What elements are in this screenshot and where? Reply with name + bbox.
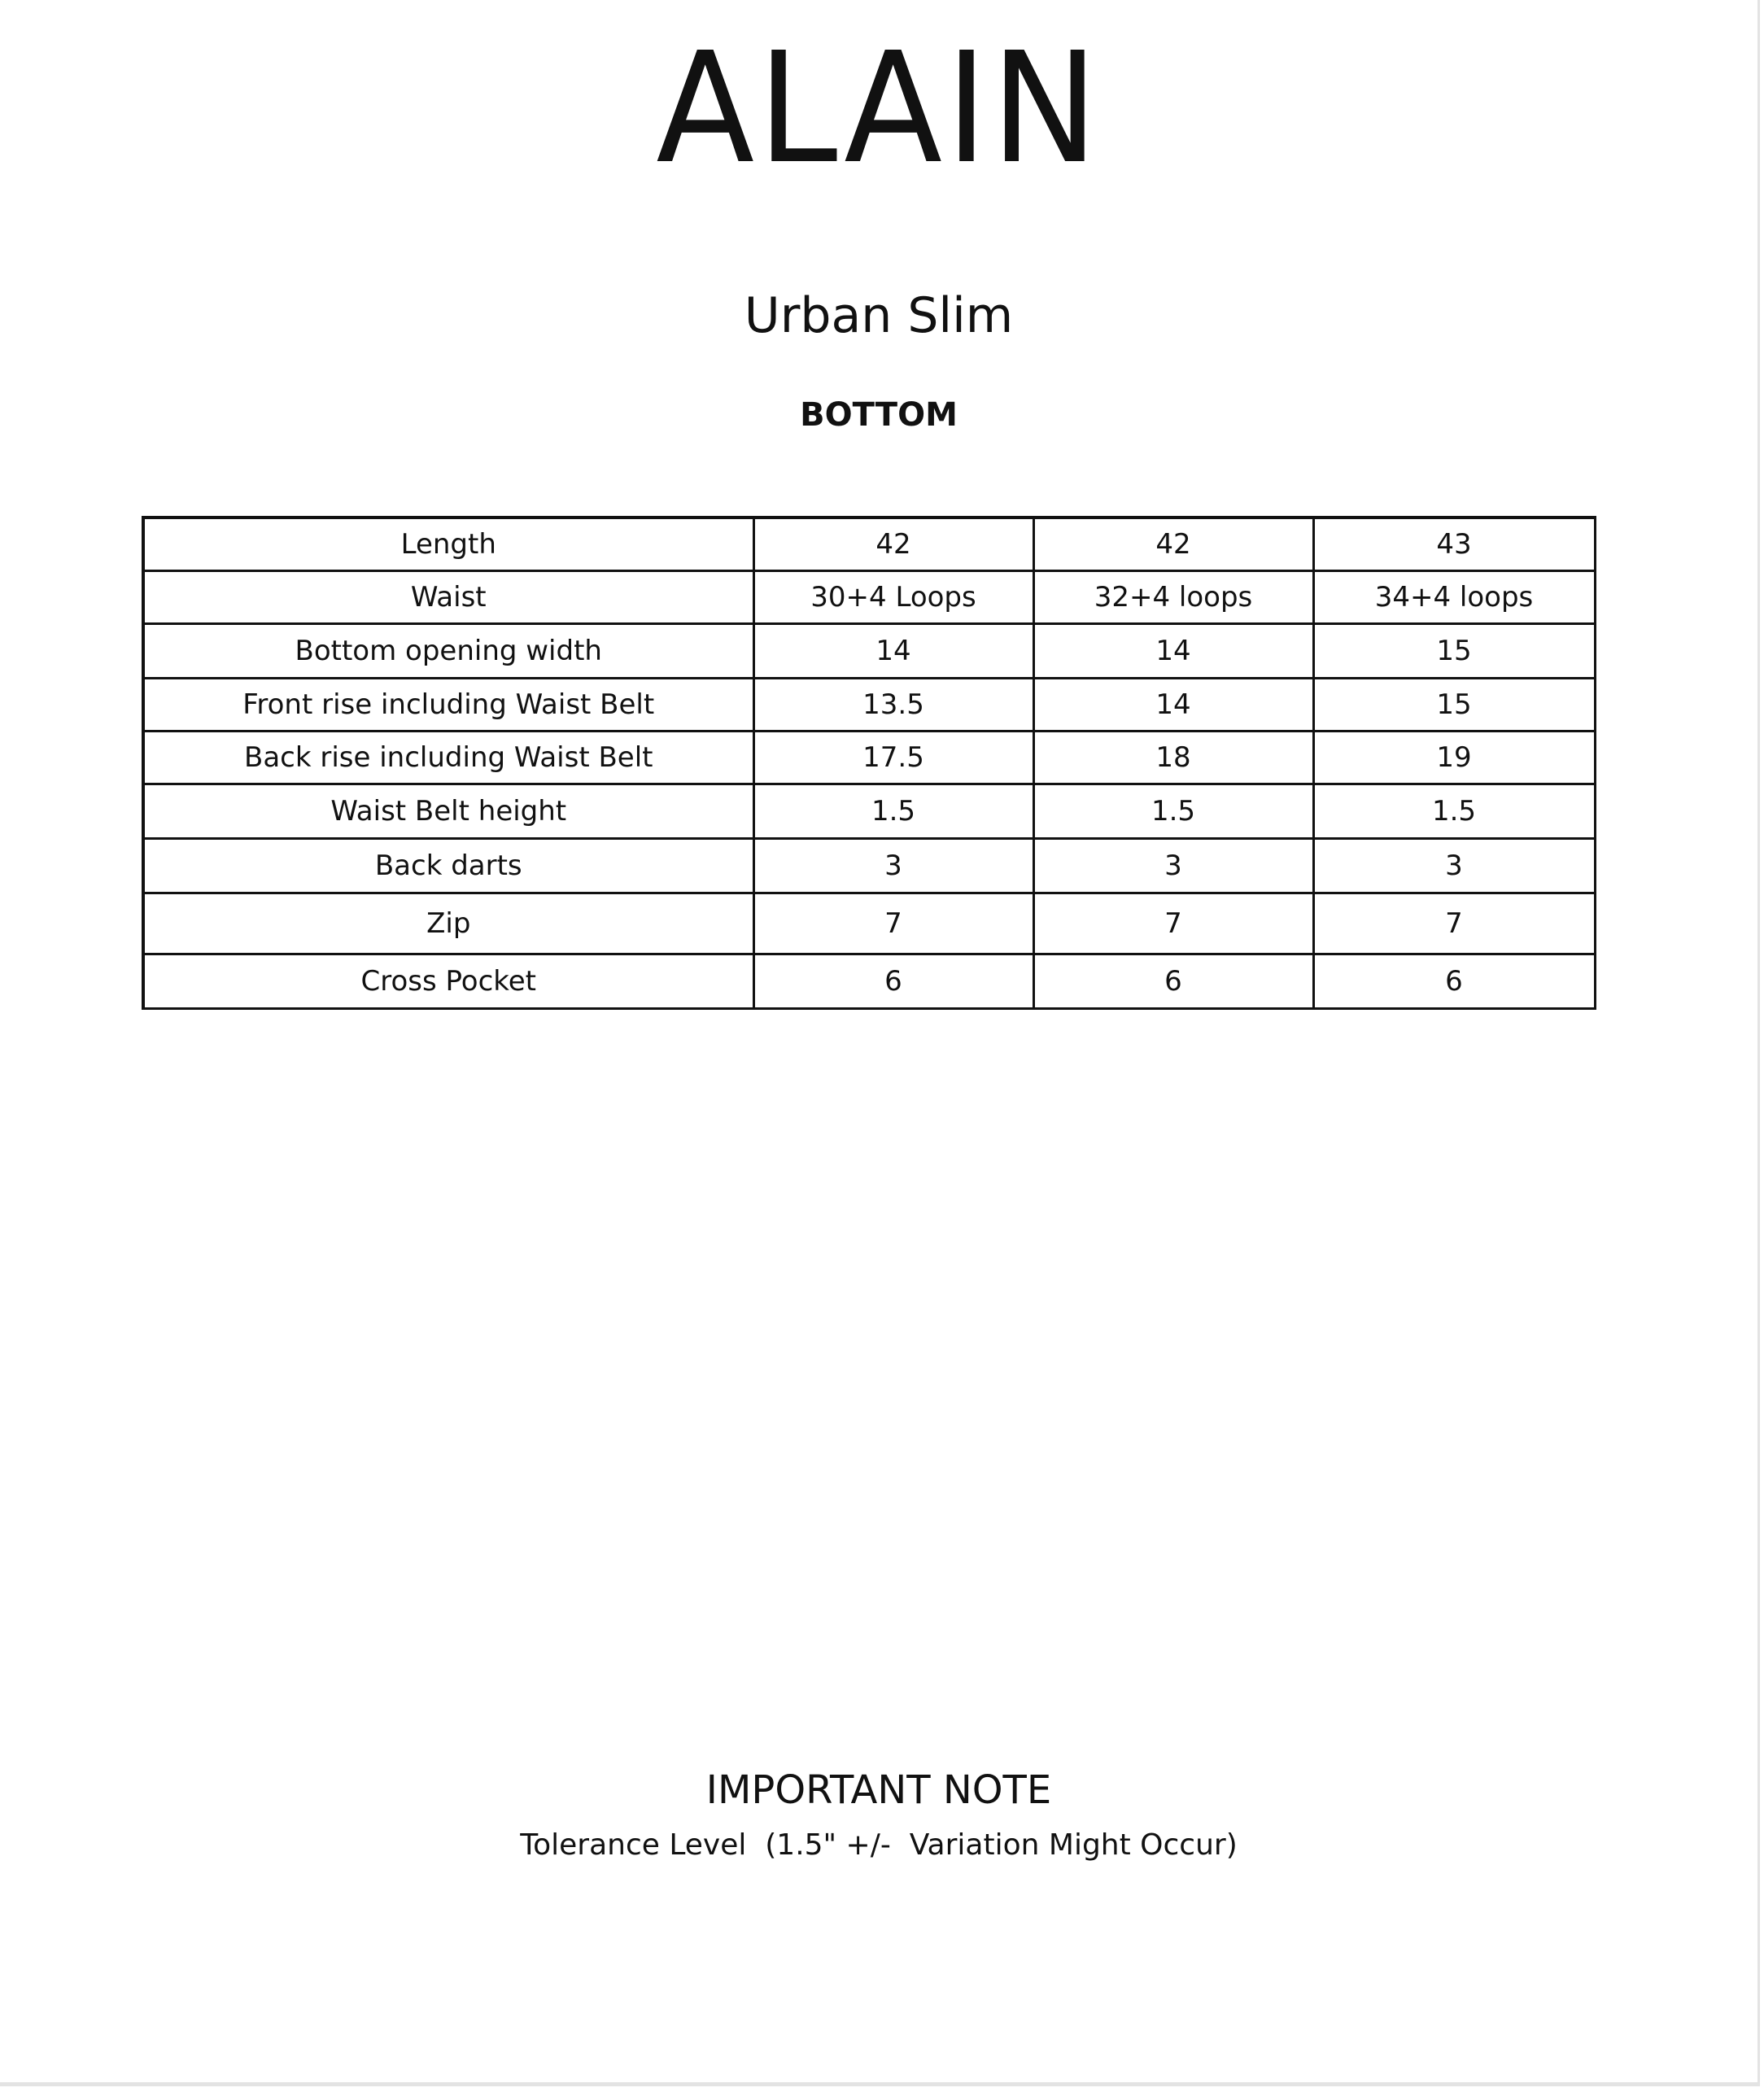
row-label: Back rise including Waist Belt xyxy=(143,732,753,784)
row-label: Length xyxy=(143,518,753,571)
table-cell: 6 xyxy=(753,954,1033,1009)
row-label: Waist xyxy=(143,571,753,624)
table-cell: 7 xyxy=(1313,893,1595,954)
table-cell: 14 xyxy=(1033,679,1313,732)
table-cell: 42 xyxy=(1033,518,1313,571)
table-cell: 19 xyxy=(1313,732,1595,784)
table-row xyxy=(143,518,1595,571)
table-cell: 42 xyxy=(753,518,1033,571)
table-row xyxy=(143,839,1595,893)
table-cell: 6 xyxy=(1033,954,1313,1009)
table-cell: 15 xyxy=(1313,624,1595,679)
table-cell: 1.5 xyxy=(1313,784,1595,839)
table-row xyxy=(143,732,1595,784)
table-cell: 18 xyxy=(1033,732,1313,784)
row-label: Cross Pocket xyxy=(143,954,753,1009)
important-note-title: IMPORTANT NOTE xyxy=(705,1767,1052,1813)
table-row xyxy=(143,571,1595,624)
table-cell: 17.5 xyxy=(753,732,1033,784)
table-cell: 3 xyxy=(753,839,1033,893)
row-label: Bottom opening width xyxy=(143,624,753,679)
table-cell: 7 xyxy=(1033,893,1313,954)
table-row xyxy=(143,954,1595,1009)
product-title: Urban Slim xyxy=(744,287,1014,344)
brand-logo: ALAIN xyxy=(656,20,1102,198)
row-label: Front rise including Waist Belt xyxy=(143,679,753,732)
table-row xyxy=(143,624,1595,679)
row-label: Zip xyxy=(143,893,753,954)
table-cell: 3 xyxy=(1313,839,1595,893)
table-cell: 14 xyxy=(753,624,1033,679)
table-cell: 30+4 Loops xyxy=(753,571,1033,624)
table-cell: 3 xyxy=(1033,839,1313,893)
table-cell: 1.5 xyxy=(753,784,1033,839)
table-row xyxy=(143,784,1595,839)
table-cell: 1.5 xyxy=(1033,784,1313,839)
tolerance-note: Tolerance Level (1.5" +/- Variation Might Occur) xyxy=(520,1828,1238,1862)
row-label: Waist Belt height xyxy=(143,784,753,839)
row-label: Back darts xyxy=(143,839,753,893)
table-cell: 34+4 loops xyxy=(1313,571,1595,624)
table-cell: 32+4 loops xyxy=(1033,571,1313,624)
table-cell: 7 xyxy=(753,893,1033,954)
table-cell: 15 xyxy=(1313,679,1595,732)
size-table xyxy=(142,516,1596,1010)
table-row xyxy=(143,893,1595,954)
section-heading: BOTTOM xyxy=(800,396,958,434)
table-cell: 6 xyxy=(1313,954,1595,1009)
table-cell: 14 xyxy=(1033,624,1313,679)
table-row xyxy=(143,679,1595,732)
table-cell: 43 xyxy=(1313,518,1595,571)
table-cell: 13.5 xyxy=(753,679,1033,732)
